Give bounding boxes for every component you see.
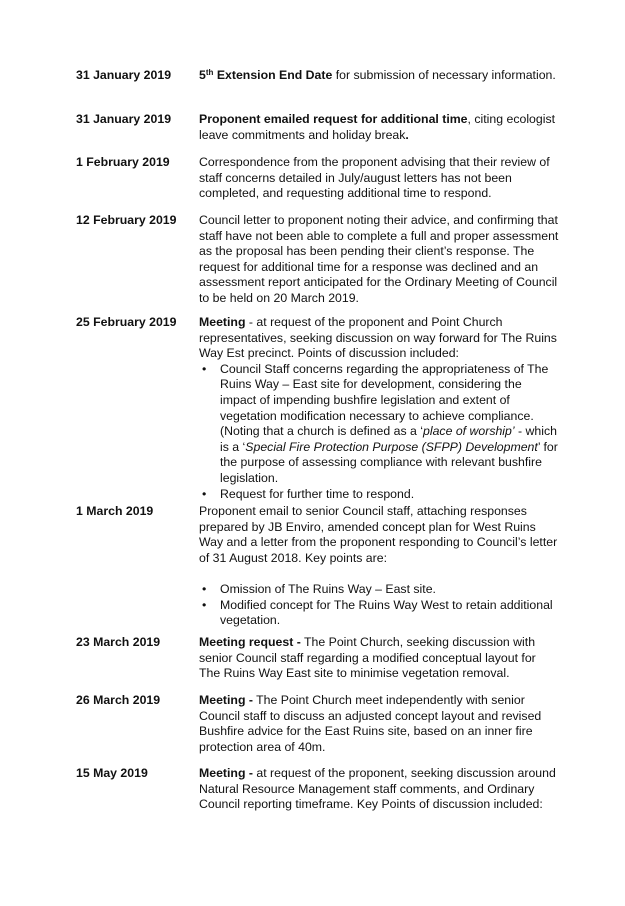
entry-date: 1 February 2019 xyxy=(76,155,170,169)
entry-highlight: Meeting - xyxy=(199,693,253,707)
bullet-text: Omission of The Ruins Way – East site. xyxy=(220,581,436,596)
entry-highlight: Meeting - xyxy=(199,766,253,780)
entry-date: 1 March 2019 xyxy=(76,504,154,518)
list-item xyxy=(199,362,559,487)
entry-description xyxy=(199,112,559,143)
entry-text: Proponent email to senior Council staff, attaching responses prepared by JB Enviro, amended concept plan for West Ruins Way and a letter from the proponent responding to Council’s letter of 31 August 2018. Key points are: xyxy=(199,504,558,565)
entry-text: for submission of necessary information. xyxy=(332,68,556,82)
bullet-italic: place of worship’ xyxy=(423,424,515,439)
bullet-text: Modified concept for The Ruins Way West to retain additional vegetation. xyxy=(220,597,553,628)
entry-highlight: Meeting request - xyxy=(199,635,301,649)
bullet-text: - which is a ‘ xyxy=(220,424,557,454)
list-item xyxy=(199,582,559,598)
entry-highlight: Proponent emailed request for additional time xyxy=(199,112,468,126)
entry-text: The Point Church meet independently with senior Council staff to discuss an adjusted concept layout and revised Bushfire advice for the East Ruins site, based on an inner fire protection area of 40m. xyxy=(199,693,542,754)
entry-end: . xyxy=(405,127,409,142)
entry-text: The Point Church, seeking discussion with senior Council staff regarding a modified conceptual layout for The Ruins Way East site to minimise vegetation removal. xyxy=(199,635,536,681)
entry-date: 23 March 2019 xyxy=(76,635,161,649)
entry-date: 12 February 2019 xyxy=(76,213,177,227)
bullet-text: Request for further time to respond. xyxy=(220,486,415,501)
entry-date: 26 March 2019 xyxy=(76,693,161,707)
entry-text: - at request of the proponent and Point Church representatives, seeking discussion on way forward for The Ruins Way Est precinct. Points of discussion included: xyxy=(199,315,557,361)
entry-date: 31 January 2019 xyxy=(76,68,172,82)
entry-description xyxy=(199,766,559,813)
list-item xyxy=(199,487,559,503)
entry-date: 15 May 2019 xyxy=(76,766,148,780)
entry-text: Council letter to proponent noting their advice, and confirming that staff have not been able to complete a full and proper assessment as the proposal has been pending their client’s response. The request for additional time for a response was declined and an assessment report anticipated for the Ordinary Meeting of Council to be held on 20 March 2019. xyxy=(199,213,559,305)
entry-text: , citing ecologist leave commitments and holiday break xyxy=(199,112,556,142)
entry-date: 25 February 2019 xyxy=(76,315,177,329)
entry-description xyxy=(199,635,559,682)
bullet-italic: Special Fire Protection Purpose (SFPP) Development xyxy=(245,439,538,454)
list-item xyxy=(199,598,559,629)
spacer xyxy=(199,566,559,582)
entry-highlight: Extension End Date xyxy=(216,68,333,82)
bullet-list xyxy=(199,362,559,502)
bullet-text: ’ for the purpose of assessing compliance with relevant bushfire legislation. xyxy=(220,439,558,485)
entry-highlight: Meeting xyxy=(199,315,246,329)
entry-text: Correspondence from the proponent advising that their review of staff concerns detailed in July/august letters has not been completed, and requesting additional time to respond. xyxy=(199,155,550,201)
entry-number: 5 xyxy=(199,68,206,82)
entry-description xyxy=(199,68,559,84)
bullet-list xyxy=(199,582,559,629)
bullet-text: Council Staff concerns regarding the appropriateness of The Ruins Way – East site for development, considering the impact of impending bushfire legislation and extent of vegetation modification necessary to achieve compliance. (Noting that a church is defined as a ‘ xyxy=(220,361,549,439)
entry-description xyxy=(199,213,559,307)
entry-description xyxy=(199,693,559,755)
entry-text: at request of the proponent, seeking discussion around Natural Resource Management staff comments, and Ordinary Council reporting timeframe. Key Points of discussion included: xyxy=(199,766,556,812)
entry-date: 31 January 2019 xyxy=(76,112,172,126)
entry-description xyxy=(199,315,559,502)
entry-description xyxy=(199,504,559,629)
entry-description xyxy=(199,155,559,202)
ordinal-suffix: th xyxy=(205,68,214,77)
